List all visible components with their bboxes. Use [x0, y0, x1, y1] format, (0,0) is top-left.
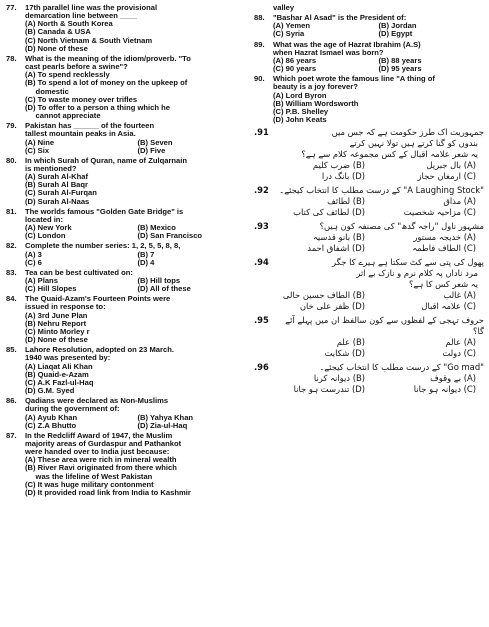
- option-list: [6, 173, 250, 206]
- question-number: 87.: [6, 430, 17, 440]
- question-line: What is the meaning of the idiom/proverb. "To: [25, 53, 191, 63]
- option: (D) None of these: [25, 335, 88, 345]
- question-text: [273, 75, 484, 91]
- option: (A) Ayub Khan: [25, 412, 78, 422]
- question-line: Complete the number series: 1, 2, 5, 5, 8, 8,: [25, 241, 181, 251]
- option: (C) Six: [25, 145, 50, 155]
- option: (B) Nehru Report: [25, 318, 87, 328]
- question-line: majority areas of Gurdaspur and Pathankot: [25, 438, 182, 448]
- option: (B) Jordan: [378, 21, 417, 31]
- option: (A) عالم: [445, 337, 476, 348]
- question-stem: [6, 122, 250, 138]
- option: (A) 3: [25, 249, 42, 259]
- question-line: مشہور ناول "راجہ گدھ" کی مصنفہ کون ہیں؟: [319, 221, 484, 232]
- option: (C) علامہ اقبال: [421, 301, 476, 312]
- option: (B) الطاف حسین حالی: [282, 290, 365, 301]
- question-number: 78.: [6, 53, 17, 63]
- question-line: when Hazrat Ismael was born?: [273, 47, 384, 57]
- option: (B) To spend a lot of money on the upkeep of: [25, 78, 188, 88]
- question-number: 82.: [6, 241, 17, 251]
- question: [6, 432, 250, 497]
- option-grid: [254, 196, 484, 218]
- option-grid: [6, 414, 250, 430]
- option-grid: [254, 373, 484, 395]
- question: [6, 397, 250, 430]
- question-stem: [6, 208, 250, 224]
- option: (B) William Wordsworth: [273, 98, 359, 108]
- question-line: is mentioned?: [25, 163, 77, 173]
- urdu-question-stem: [254, 127, 484, 138]
- question-line: "Go mad" کے درست مطلب کا انتخاب کیجئے۔: [319, 362, 484, 373]
- option-grid: [6, 139, 250, 155]
- option: (B) Hill tops: [137, 276, 181, 285]
- option: (A) مذاق: [443, 196, 476, 207]
- option-list: [6, 363, 250, 396]
- option: (B) Yahya Khan: [137, 412, 194, 422]
- urdu-question: [254, 315, 484, 359]
- question: [6, 346, 250, 395]
- option-list: [6, 312, 250, 345]
- right-column: [254, 4, 484, 398]
- question-number: 88.: [254, 13, 265, 23]
- option-grid: [254, 232, 484, 254]
- option: (B) 88 years: [378, 55, 422, 65]
- question-text: [25, 157, 250, 173]
- question-line: In which Surah of Quran, name of Zulqarnain: [25, 155, 188, 165]
- question-line: جمہوریت اک طرز حکومت ہے کہ جس میں: [331, 127, 484, 138]
- option-grid: [254, 160, 484, 182]
- option-grid: [6, 224, 250, 240]
- urdu-question: [254, 185, 484, 218]
- option: (D) Five: [137, 145, 166, 155]
- question: [6, 242, 250, 266]
- question-stem: [254, 75, 484, 91]
- left-column: [6, 4, 250, 499]
- question-line: یہ شعر کس کا ہے؟: [408, 279, 478, 290]
- continued-text: valley: [273, 3, 295, 12]
- question-number: .91: [254, 127, 269, 138]
- question-number: .94: [254, 257, 269, 268]
- question-text: [273, 41, 484, 57]
- question-line: Qadians were declared as Non-Muslims: [25, 396, 169, 406]
- option: (A) Liaqat Ali Khan: [25, 361, 93, 371]
- option: (C) دولت: [442, 348, 476, 359]
- question-stem: [6, 397, 250, 413]
- option-grid: [6, 277, 250, 293]
- question-line: 17th parallel line was the provisional: [25, 3, 158, 12]
- urdu-question-stem: [254, 221, 484, 232]
- option: (C) دیوانہ ہو جانا: [413, 384, 476, 395]
- urdu-question: [254, 127, 484, 182]
- option: (D) Zia-ul-Haq: [137, 420, 188, 430]
- question: [6, 208, 250, 241]
- question-number: .95: [254, 315, 269, 326]
- question-number: .96: [254, 362, 269, 373]
- urdu-question-stem: [254, 315, 484, 337]
- question-number: 80.: [6, 155, 17, 165]
- option: (D) It provided road link from India to Kashmir: [25, 487, 191, 497]
- option: (C) A.K Fazl-ul-Haq: [25, 377, 94, 387]
- option: (B) ضرب کلیم: [312, 160, 365, 171]
- question-text: [25, 122, 250, 138]
- option: (D) لطائف کی کتاب: [293, 207, 365, 218]
- question-text: [25, 397, 250, 413]
- question: [254, 75, 484, 124]
- option: (D) اشفاق احمد: [307, 243, 365, 254]
- question-line: located in:: [25, 214, 63, 224]
- option: (B) Canada & USA: [25, 27, 91, 37]
- option: (D) 95 years: [378, 64, 422, 74]
- urdu-question-stem: [254, 257, 484, 268]
- option: (C) 90 years: [273, 64, 317, 74]
- option: (D) To offer to a person a thing which he: [25, 102, 170, 112]
- option: (A) Surah Al-Khaf: [25, 172, 88, 182]
- urdu-question: [254, 221, 484, 254]
- option: (B) دیوانہ کرنا: [313, 373, 365, 384]
- question-line: Pakistan has ______ of the fourteen: [25, 121, 155, 131]
- question-line: Which poet wrote the famous line "A thing of: [273, 74, 435, 84]
- question-text: [25, 346, 250, 362]
- question-line: The Quaid-Azam's Fourteen Points were: [25, 294, 171, 304]
- option: (C) الطاف فاطمہ: [412, 243, 476, 254]
- question-line: بندوں کو گنا کرتے ہیں تولا نہیں کرتے: [349, 138, 478, 149]
- option: (B) Mexico: [137, 223, 176, 233]
- urdu-question-stem: [254, 185, 484, 196]
- option: (D) G.M. Syed: [25, 386, 75, 396]
- question-stem: [6, 157, 250, 173]
- question-number: 83.: [6, 267, 17, 277]
- option: (D) تندرست ہو جانا: [293, 384, 365, 395]
- option: (A) Lord Byron: [273, 90, 327, 100]
- question-number: 81.: [6, 206, 17, 216]
- option: (A) بال جبریل: [426, 160, 476, 171]
- option: (A) 3rd June Plan: [25, 310, 88, 320]
- option: (C) P.B. Shelley: [273, 106, 329, 116]
- option: (D) 4: [137, 257, 155, 267]
- option-list: [6, 456, 250, 497]
- question-line: The worlds famous "Golden Gate Bridge" is: [25, 206, 184, 216]
- option: (B) Quaid-e-Azam: [25, 369, 89, 379]
- question-line: حروف تہجی کے لفظوں سے کون سالفظ ان میں پہلے آئے گا؟: [285, 315, 484, 337]
- question-line: during the government of:: [25, 404, 120, 414]
- option-list: [6, 71, 250, 120]
- option: (C) مزاحیہ شخصیت: [403, 207, 476, 218]
- question-line: 1940 was presented by:: [25, 353, 111, 363]
- option: (A) 86 years: [273, 55, 317, 65]
- option: (B) 7: [137, 249, 155, 259]
- option: (A) Nine: [25, 137, 55, 147]
- question-text: [25, 295, 250, 311]
- option: (D) شکایت: [324, 348, 365, 359]
- question-line: were handed over to India just because:: [25, 447, 170, 457]
- question-stem: [6, 432, 250, 456]
- question-line: tallest mountain peaks in Asia.: [25, 129, 136, 139]
- option-list: [6, 20, 250, 53]
- option: (D) Egypt: [378, 29, 413, 39]
- question-number: .92: [254, 185, 269, 196]
- option: (C) 6: [25, 257, 42, 267]
- option: (A) Yemen: [273, 21, 310, 31]
- question: [6, 295, 250, 344]
- question-line: "A Laughing Stock" کے درست مطلب کا انتخاب کیجئے۔: [279, 185, 484, 196]
- option: domestic: [25, 86, 69, 96]
- option: (B) Surah Al Baqr: [25, 180, 89, 190]
- option: (C) London: [25, 231, 66, 241]
- option: (D) None of these: [25, 43, 88, 53]
- option: (A) To spend recklessly: [25, 70, 110, 80]
- option: (C) Syria: [273, 29, 305, 39]
- option: (D) All of these: [137, 284, 191, 294]
- question: [6, 157, 250, 206]
- question-number: 84.: [6, 294, 17, 304]
- option: (A) Plans: [25, 276, 58, 285]
- question-text: [25, 4, 250, 20]
- question: [6, 55, 250, 120]
- question-line: beauty is a joy forever?: [273, 82, 358, 92]
- option: (A) غالب: [443, 290, 476, 301]
- option: (D) Surah Al-Naas: [25, 196, 90, 206]
- option: (C) ارمغان حجاز: [417, 171, 476, 182]
- option-grid: [254, 290, 484, 312]
- option-list: [254, 92, 484, 125]
- urdu-question: [254, 257, 484, 312]
- urdu-question: [254, 362, 484, 395]
- question-stem: [6, 295, 250, 311]
- option: (D) بانگ درا: [321, 171, 365, 182]
- question: [6, 4, 250, 53]
- question-number: 86.: [6, 396, 17, 406]
- question-line: issued in response to:: [25, 302, 106, 312]
- option: (B) لطائف: [327, 196, 365, 207]
- option: (C) Surah Al-Furqan: [25, 188, 97, 198]
- option: (A) New York: [25, 223, 72, 233]
- option: (A) These area were rich in mineral wealth: [25, 455, 177, 465]
- question-line: cast pearls before a swine"?: [25, 62, 128, 72]
- option: (D) San Francisco: [137, 231, 203, 241]
- option-grid: [6, 251, 250, 267]
- question-text: [25, 432, 250, 456]
- option: cannot appreciate: [25, 111, 101, 121]
- question-line: Lahore Resolution, adopted on 23 March.: [25, 345, 174, 355]
- option: (D) ظفر علی خان: [299, 301, 365, 312]
- option: (B) بانو قدسیہ: [312, 232, 365, 243]
- question-line: demarcation line between ____: [25, 11, 137, 21]
- option: (C) Minto Morley r: [25, 326, 90, 336]
- question: [6, 269, 250, 293]
- option: (C) Hill Slopes: [25, 284, 77, 294]
- question-stem: [6, 346, 250, 362]
- question-line: Tea can be best cultivated on:: [25, 267, 133, 277]
- question-line: "Bashar Al Asad" is the President of:: [273, 13, 407, 23]
- option: (C) It was huge military contonment: [25, 479, 154, 489]
- question: [254, 14, 484, 38]
- option: (C) Z.A Bhutto: [25, 420, 77, 430]
- question-stem: [6, 4, 250, 20]
- question-text: [25, 208, 250, 224]
- question-line: مرد ناداں پہ کلام نرم و نازک بے اثر: [356, 268, 478, 279]
- question-line: یہ شعر علامہ اقبال کے کس مجموعہ کلام سے ہے؟: [301, 149, 478, 160]
- option: was the lifeline of West Pakistan: [25, 471, 153, 481]
- question-stem: [6, 242, 250, 250]
- option: (A) خدیجہ مستور: [413, 232, 476, 243]
- question-number: 79.: [6, 121, 17, 131]
- option: (C) To waste money over trifles: [25, 94, 138, 104]
- question-number: .93: [254, 221, 269, 232]
- option-grid: [254, 57, 484, 73]
- option: (A) North & South Korea: [25, 19, 113, 29]
- question-stem: [6, 55, 250, 71]
- question: [254, 41, 484, 74]
- urdu-question-stem: [254, 362, 484, 373]
- option: (B) علم: [336, 337, 365, 348]
- question-line: What was the age of Hazrat Ibrahim (A.S): [273, 39, 421, 49]
- option: (C) North Vietnam & South Vietnam: [25, 35, 153, 45]
- question: [6, 122, 250, 155]
- option: (D) John Keats: [273, 115, 327, 125]
- question-line: In the Redcliff Award of 1947, the Muslim: [25, 430, 173, 440]
- option: (A) بے وقوف: [430, 373, 476, 384]
- option: (B) Seven: [137, 137, 173, 147]
- option-grid: [254, 22, 484, 38]
- question-line: پھول کی پتی سے کٹ سکتا ہے ہیرے کا جگر: [332, 257, 484, 268]
- question-number: 90.: [254, 74, 265, 84]
- question-stem: [254, 41, 484, 57]
- option-grid: [254, 337, 484, 359]
- question-number: 77.: [6, 3, 17, 12]
- question-number: 85.: [6, 345, 17, 355]
- question-number: 89.: [254, 39, 265, 49]
- question-text: [25, 55, 250, 71]
- option: (B) River Ravi originated from there which: [25, 463, 177, 473]
